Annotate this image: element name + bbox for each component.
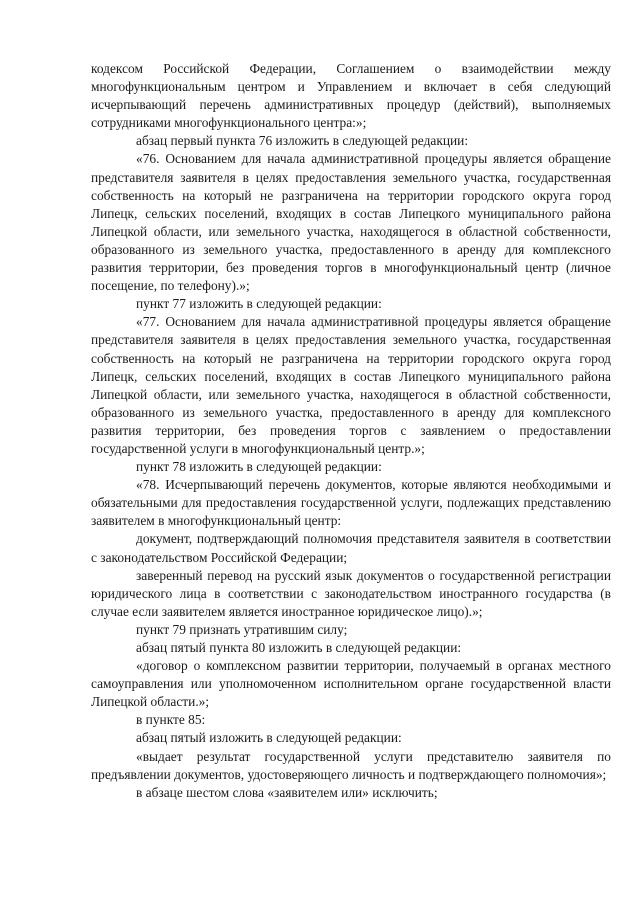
paragraph: документ, подтверждающий полномочия представителя заявителя в соответствии с законодательством Российской Федерации; [91,531,611,565]
paragraph: в пункте 85: [136,712,206,728]
paragraph: в абзаце шестом слова «заявителем или» исключить; [136,784,438,800]
paragraph: «договор о комплексном развитии территории, получаемый в органах местного самоуправления или уполномоченном исполнительном органе государственной власти Липецкой области.»; [91,658,611,710]
paragraph: «76. Основанием для начала административной процедуры является обращение представителя заявителя в целях предоставления земельного участка, государственная собственность на который не разграничена на территории городского округа город Липецк, сельских поселений, входящих в состав Липецкого муниципального района Липецкой области, или земельного участка, находящегося в областной собственности, образованного из земельного участка, предоставленного в аренду для комплексного развития территории, без проведения торгов в многофункциональный центр (личное посещение, по телефону).»; [91,151,611,294]
document-body [91,60,611,802]
paragraph: «выдает результат государственной услуги представителю заявителя по предъявлении документов, удостоверяющего личность и подтверждающего полномочия»; [91,748,611,782]
paragraph: «77. Основанием для начала административной процедуры является обращение представителя заявителя в целях предоставления земельного участка, государственная собственность на который не разграничена на территории городского округа город Липецк, сельских поселений, входящих в состав Липецкого муниципального района Липецкой области, или земельного участка, находящегося в областной собственности, образованного из земельного участка, предоставленного в аренду для комплексного развития территории, без проведения торгов с заявлением о предоставлении государственной услуги в многофункциональный центр.»; [91,314,611,456]
paragraph: заверенный перевод на русский язык документов о государственной регистрации юридического лица в соответствии с законодательством иностранного государства (в случае если заявителем является иностранное юридическое лицо).»; [91,567,611,619]
paragraph: кодексом Российской Федерации, Соглашением о взаимодействии между многофункциональным центром и Управлением и включает в себя следующий исчерпывающий перечень административных процедур (действий), выполняемых сотрудниками многофункционального центра:»; [91,61,611,131]
paragraph: пункт 77 изложить в следующей редакции: [136,296,382,312]
paragraph: абзац пятый изложить в следующей редакции: [136,730,402,746]
paragraph: пункт 78 изложить в следующей редакции: [136,459,382,475]
paragraph: абзац первый пункта 76 изложить в следующей редакции: [136,133,469,149]
paragraph: «78. Исчерпывающий перечень документов, которые являются необходимыми и обязательными для предоставления государственной услуги, подлежащих представлению заявителем в многофункциональный центр: [91,477,611,529]
paragraph: пункт 79 признать утратившим силу; [136,621,348,637]
paragraph: абзац пятый пункта 80 изложить в следующей редакции: [136,640,462,655]
